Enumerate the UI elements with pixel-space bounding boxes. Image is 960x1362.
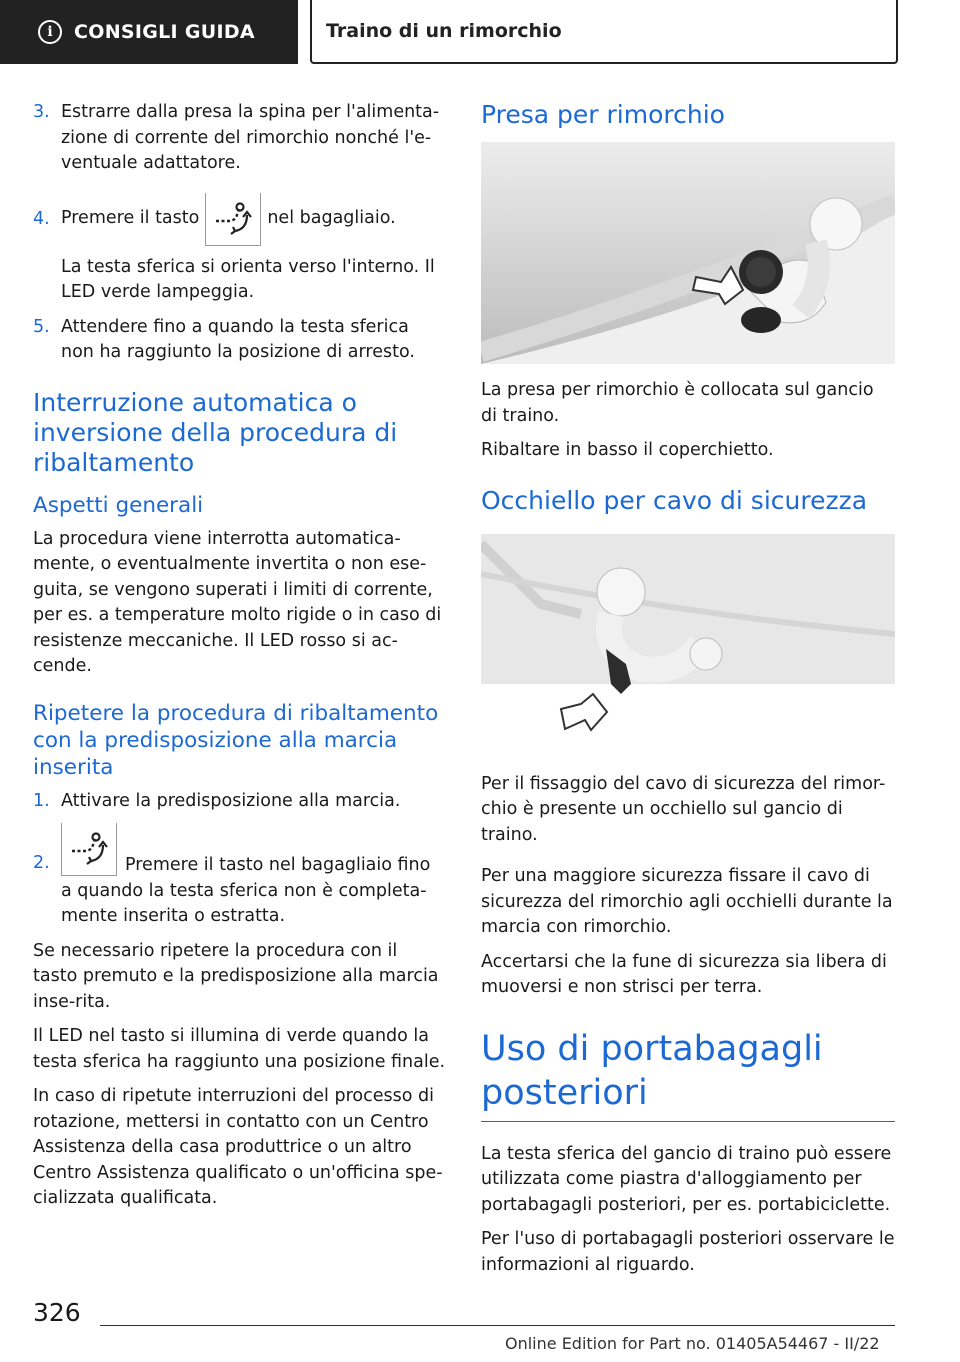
step-number: 1.	[33, 790, 50, 811]
page-header	[0, 0, 960, 66]
step-number: 2.	[33, 853, 50, 873]
step-number: 3.	[33, 102, 50, 122]
heading-uso-portabagagli: Uso di portabagagli posteriori	[481, 1028, 823, 1113]
paragraph-occhiello-3: Accertarsi che la fune di sicurezza sia libera di muoversi e non strisci per terra.	[481, 951, 887, 997]
step-5	[33, 315, 446, 366]
heading-occhiello: Occhiello per cavo di sicurezza	[481, 485, 868, 515]
paragraph-occhiello-2: Per una maggiore sicurezza fissare il cavo di sicurezza del rimorchio agli occhielli durante la marcia con rimorchio.	[481, 866, 893, 937]
repeat-step-1	[33, 789, 446, 815]
left-column	[33, 100, 446, 1221]
step-text: Attendere fino a quando la testa sferica non ha raggiunto la posizione di arresto.	[61, 316, 415, 362]
step-text: Attivare la predisposizione alla marcia.	[61, 790, 401, 811]
safety-eyelet-image	[481, 534, 895, 754]
step-text: Premere il tasto nel bagagliaio fino a quando la testa sferica non è completa-mente inserita o estratta.	[61, 855, 431, 926]
paragraph-in-caso: In caso di ripetute interruzioni del processo di rotazione, mettersi in contatto con un Centro Assistenza della casa produttrice o un altro Centro Assistenza qualificato o un'officina spe-cializzata qualificata.	[33, 1086, 443, 1208]
paragraph-uso-2: Per l'uso di portabagagli posteriori osservare le informazioni al riguardo.	[481, 1229, 895, 1275]
paragraph-aspetti: La procedura viene interrotta automatica-mente, o eventualmente invertita o non ese-guita, se vengono superati i limiti di corrente, per es. a temperature molto rigide o in caso di resistenze meccaniche. Il LED rosso si ac-cende.	[33, 528, 442, 676]
paragraph-se-necessario: Se necessario ripetere la procedura con il tasto premuto e la predisposizione alla marcia inse-rita.	[33, 940, 439, 1012]
heading-presa: Presa per rimorchio	[481, 100, 725, 129]
tow-hitch-button-icon	[61, 823, 117, 876]
paragraph-presa-1: La presa per rimorchio è collocata sul gancio di traino.	[481, 380, 874, 426]
heading-interruzione: Interruzione automatica o inversione della procedura di ribaltamento	[33, 387, 398, 477]
step-number: 5.	[33, 316, 50, 337]
step-4	[33, 193, 446, 306]
footer-rule	[100, 1325, 895, 1326]
step-note: La testa sferica si orienta verso l'interno. Il LED verde lampeggia.	[61, 256, 435, 302]
paragraph-occhiello-1: Per il fissaggio del cavo di sicurezza del rimor-chio è presente un occhiello sul gancio di traino.	[481, 773, 886, 845]
info-icon: i	[38, 20, 62, 44]
repeat-step-2	[33, 823, 446, 930]
heading-ripetere: Ripetere la procedura di ribaltamento con la predisposizione alla marcia inserita	[33, 700, 439, 780]
heading-aspetti: Aspetti generali	[33, 492, 204, 518]
paragraph-presa-2: Ribaltare in basso il coperchietto.	[481, 440, 774, 460]
step-text: Estrarre dalla presa la spina per l'alimenta-zione di corrente del rimorchio nonché l'e-ventuale adattatore.	[61, 102, 440, 173]
edition-label: Online Edition for Part no. 01405A54467 - II/22	[505, 1334, 880, 1353]
section-label: CONSIGLI GUIDA	[74, 21, 255, 43]
page-footer	[0, 1290, 960, 1362]
step-number: 4.	[33, 208, 50, 229]
page-number: 326	[33, 1298, 81, 1327]
tow-hitch-button-icon	[205, 193, 261, 246]
trailer-socket-image	[481, 142, 895, 364]
chapter-tab	[310, 0, 898, 64]
heading-rule	[481, 1121, 895, 1122]
right-column	[481, 100, 895, 1287]
paragraph-led: Il LED nel tasto si illumina di verde quando la testa sferica ha raggiunto una posizione finale.	[33, 1026, 446, 1072]
chapter-title: Traino di un rimorchio	[326, 20, 562, 42]
step-3	[33, 100, 446, 177]
step-text-after: nel bagagliaio.	[267, 208, 396, 229]
step-text: Premere il tasto	[61, 208, 200, 229]
section-tab	[0, 0, 298, 64]
paragraph-uso-1: La testa sferica del gancio di traino può essere utilizzata come piastra d'alloggiamento per portabagagli posteriori, per es. portabiciclette.	[481, 1143, 892, 1215]
